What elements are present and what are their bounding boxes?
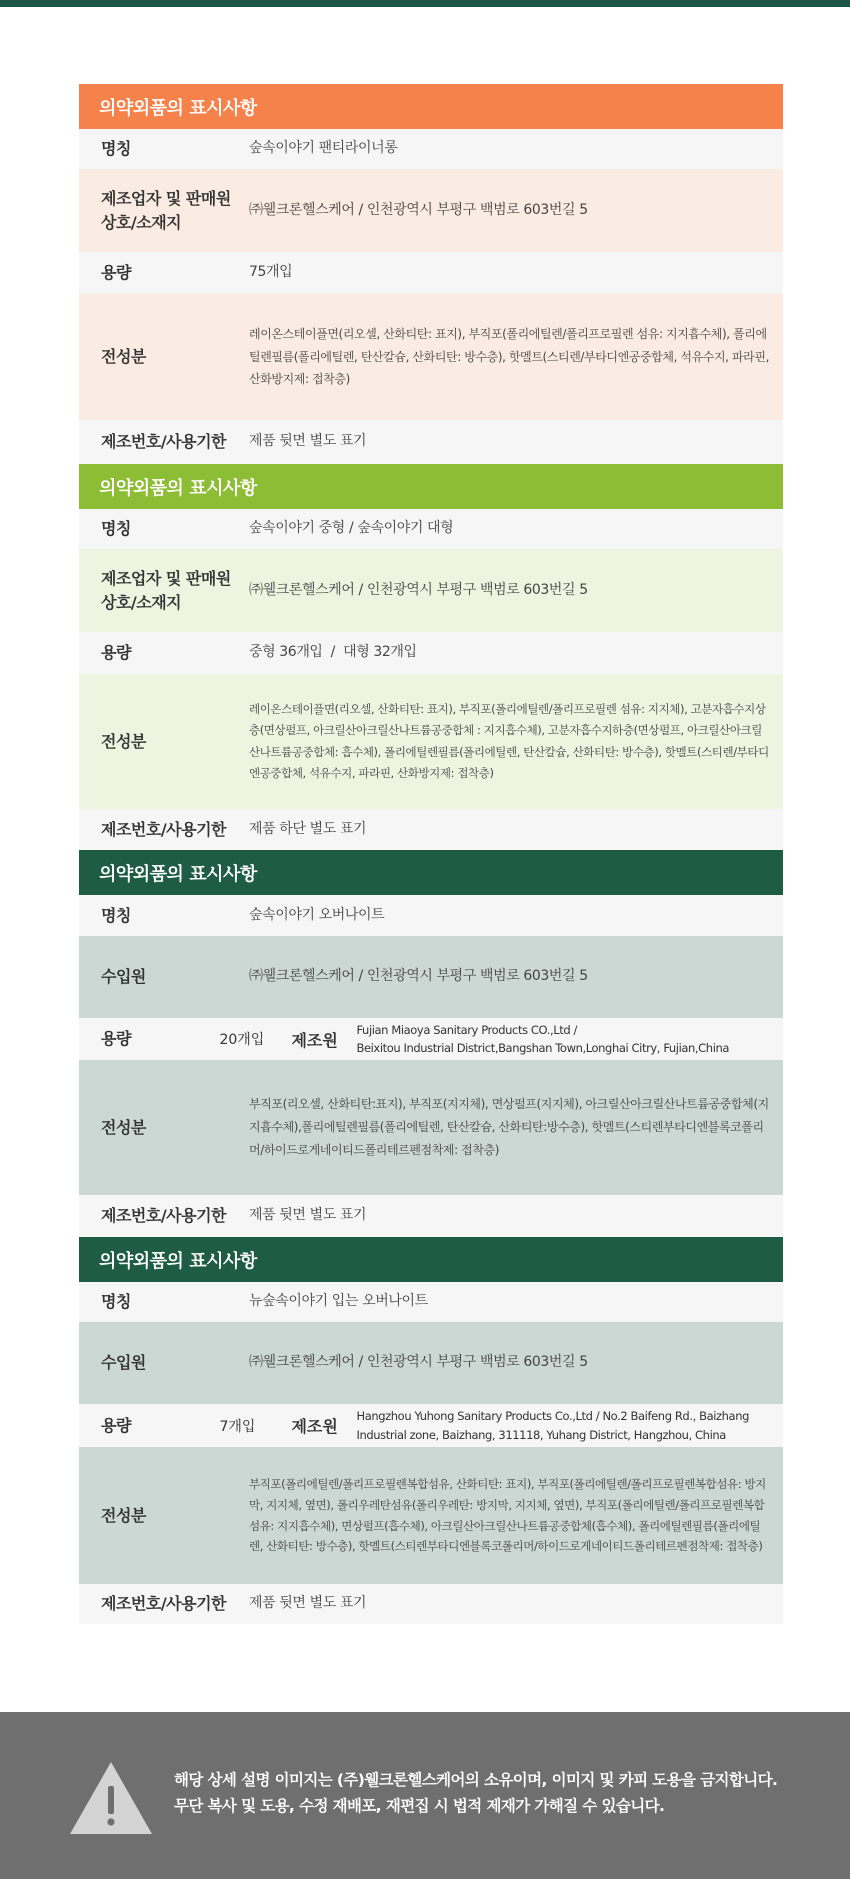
section-header: 의약외품의 표시사항 [79,850,783,895]
ingredients-value: 부직포(리오셀, 산화티탄:표지), 부직포(지지체), 면상펄프(지지체), 아크릴산아크릴산나트륨공중합체(지지흡수체),폴리에틸렌필름(폴리에틸렌, 탄산칼슘, 산화티탄:방수층), 핫멜트(스티렌부타디엔블록코폴리머/하이드로게네이티드폴리테르펜점착제: 접착층) [249,1097,769,1157]
importer-value: ㈜웰크론헬스케어 / 인천광역시 부평구 백범로 603번길 5 [249,1354,588,1371]
row-name [79,129,783,169]
notice-line-1: 해당 상세 설명 이미지는 (주)웰크론헬스케어의 소유이며, 이미지 및 카피 도용을 금지합니다. [174,1771,778,1789]
expiry-value: 제품 뒷면 별도 표기 [249,1207,367,1224]
maker-value: ㈜웰크론헬스케어 / 인천광역시 부평구 백범로 603번길 5 [249,201,588,218]
section-header: 의약외품의 표시사항 [79,464,783,509]
row-ingredients [79,1060,783,1195]
top-accent-bar [0,0,850,7]
row-importer [79,1322,783,1404]
row-maker [79,169,783,252]
copyright-notice-footer [0,1712,850,1879]
labeling-section-1 [79,84,783,464]
labeling-section-3 [79,850,783,1237]
row-expiry [79,420,783,464]
name-label: 명칭 [101,519,131,538]
row-capacity [79,1404,783,1447]
expiry-label: 제조번호/사용기한 [101,1206,226,1225]
name-label: 명칭 [101,905,131,925]
name-label: 명칭 [101,1292,131,1311]
notice-text [174,1768,777,1819]
expiry-value: 제품 뒷면 별도 표기 [249,433,367,450]
expiry-label: 제조번호/사용기한 [101,819,226,839]
importer-label: 수입원 [101,967,146,986]
name-value: 숲속이야기 팬티라이너롱 [249,140,398,157]
capacity-value: 7개입 [219,1418,256,1435]
importer-value: ㈜웰크론헬스케어 / 인천광역시 부평구 백범로 603번길 5 [249,968,588,985]
name-value: 숲속이야기 중형 / 숲속이야기 대형 [249,520,454,537]
capacity-label: 용량 [101,1415,131,1435]
capacity-label: 용량 [101,1029,131,1048]
row-ingredients [79,674,783,809]
row-ingredients [79,294,783,420]
name-value: 숲속이야기 오버나이트 [249,906,385,923]
ingredients-value: 부직포(폴리에틸렌/폴리프로필렌복합섬유, 산화티탄: 표지), 부직포(폴리에틸렌/폴리프로필렌복합섬유: 방지막, 지지체, 옆면), 폴리우레탄섬유(폴리우레탄: 방지막, 지지체, 옆면), 부직포(폴리에틸렌/폴리프로필렌복합섬유: 지지흡수체), 면상펄프(흡수체), 아크릴산아크릴산나트륨공중합체(흡수체), 폴리에틸렌필름(폴리에틸렌, 산화티탄: 방수층), 핫멜트(스티렌부타디엔블록코폴리머/하이드로게네이티드폴리테르펜점착제: 접착층) [249,1477,766,1554]
name-value: 뉴숲속이야기 입는 오버나이트 [249,1293,428,1310]
section-header: 의약외품의 표시사항 [79,84,783,129]
capacity-manufacturer-group [219,1021,783,1058]
capacity-label: 용량 [101,643,131,662]
expiry-value: 제품 하단 별도 표기 [249,820,367,837]
capacity-value: 중형 36개입 / 대형 32개입 [249,644,417,661]
row-expiry [79,809,783,850]
labeling-section-2 [79,464,783,850]
row-capacity [79,1018,783,1060]
row-expiry [79,1195,783,1237]
labeling-tables [79,84,783,1624]
notice-line-2: 무단 복사 및 도용, 수정 재배포, 재편집 시 법적 제재가 가해질 수 있습니다. [174,1796,665,1815]
labeling-section-4 [79,1237,783,1624]
capacity-value: 20개입 [219,1032,265,1048]
row-name [79,509,783,549]
capacity-manufacturer-group [219,1407,783,1444]
expiry-value: 제품 뒷면 별도 표기 [249,1595,367,1612]
manufacturer-value: Fujian Miaoya Sanitary Products CO.,Ltd / Beixitou Industrial District,Bangshan Town,Longhai Citry, Fujian,China [356,1022,730,1055]
row-name [79,1282,783,1322]
capacity-label: 용량 [101,263,131,282]
maker-value: ㈜웰크론헬스케어 / 인천광역시 부평구 백범로 603번길 5 [249,581,588,598]
row-capacity [79,632,783,674]
name-label: 명칭 [101,139,131,158]
row-name [79,895,783,936]
expiry-label: 제조번호/사용기한 [101,432,226,451]
ingredients-label: 전성분 [101,731,146,751]
manufacturer-label: 제조원 [291,1417,338,1436]
ingredients-value: 레이온스테이플면(리오셀, 산화티탄: 표지), 부직포(폴리에틸렌/폴리프로필렌 섬유: 지지흡수체), 폴리에틸렌필름(폴리에틸렌, 탄산칼슘, 산화티탄: 방수층), 핫멜트(스티렌/부타디엔공중합체, 석유수지, 파라핀, 산화방지제: 접착층) [249,326,769,387]
row-ingredients [79,1447,783,1584]
row-maker [79,549,783,632]
manufacturer-label: 제조원 [291,1030,338,1050]
ingredients-label: 전성분 [101,347,146,366]
row-expiry [79,1584,783,1624]
maker-label: 제조업자 및 판매원 상호/소재지 [101,188,231,232]
importer-label: 수입원 [101,1353,146,1372]
maker-label: 제조업자 및 판매원 상호/소재지 [101,568,231,612]
ingredients-label: 전성분 [101,1117,146,1137]
row-capacity [79,252,783,294]
warning-triangle-icon [68,1760,154,1836]
row-importer [79,936,783,1018]
capacity-value: 75개입 [249,264,293,281]
manufacturer-value: Hangzhou Yuhong Sanitary Products Co.,Ltd / No.2 Baifeng Rd., Baizhang Industrial zone, Baizhang, 311118, Yuhang District, Hangzhou, China [356,1409,749,1442]
section-header: 의약외품의 표시사항 [79,1237,783,1282]
ingredients-label: 전성분 [101,1505,146,1525]
ingredients-value: 레이온스테이플면(리오셀, 산화티탄: 표지), 부직포(폴리에틸렌/폴리프로필렌 섬유: 지지체), 고분자흡수지상층(면상펄프, 아크릴산아크릴산나트륨공중합체 : 지지흡수체), 고분자흡수지하층(면상펄프, 아크릴산아크릴산나트륨공중합체: 흡수체), 폴리에틸렌필름(폴리에틸렌, 탄산칼슘, 산화티탄: 방수층), 핫멜트(스티렌/부타디엔공중합체, 석유수지, 파라핀, 산화방지제: 접착층) [249,701,769,780]
expiry-label: 제조번호/사용기한 [101,1594,226,1613]
